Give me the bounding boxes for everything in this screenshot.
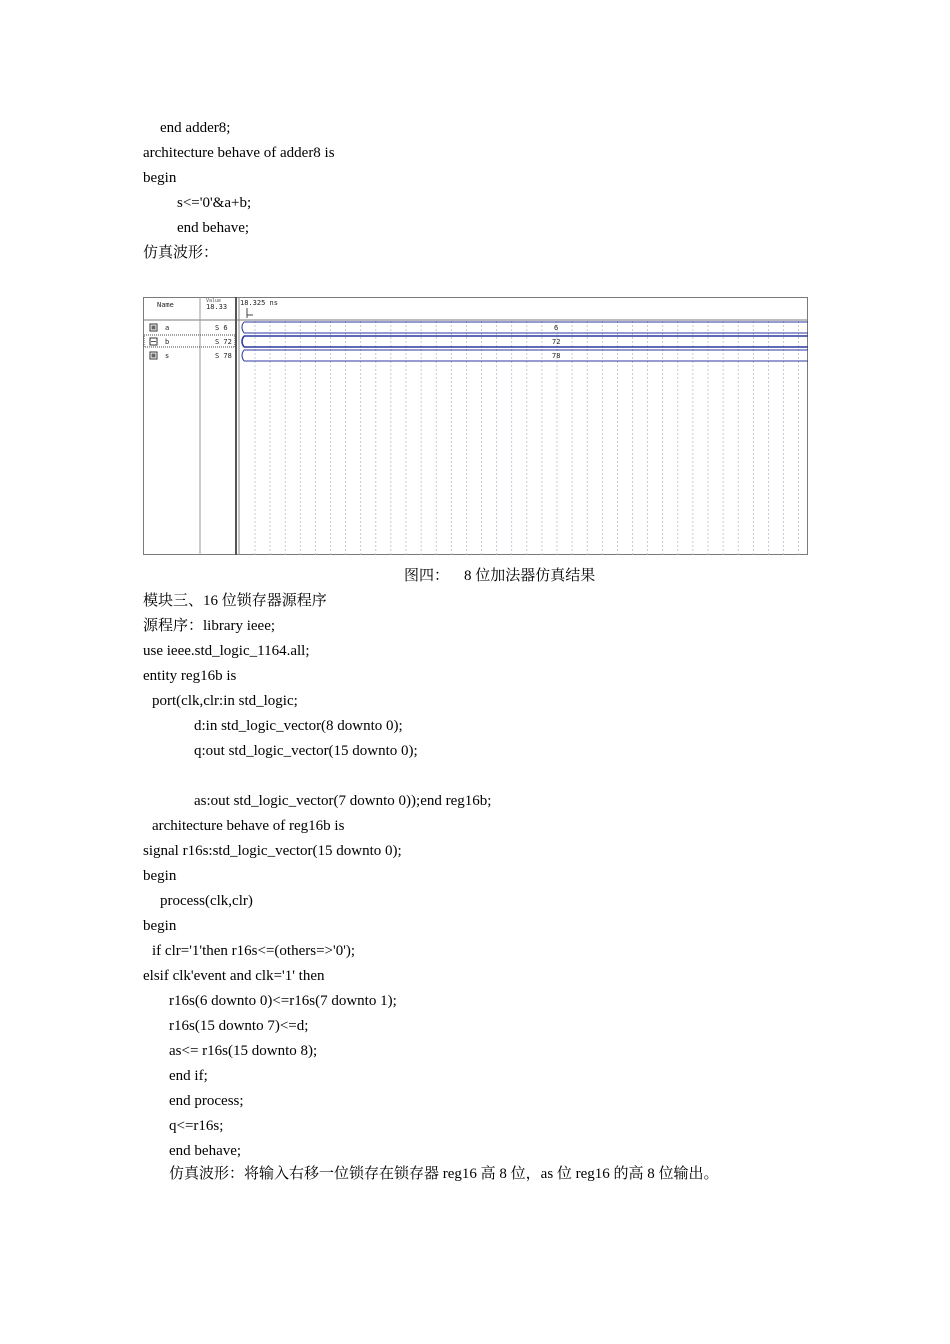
bus-value-label: 78	[552, 352, 561, 360]
time-marker-label: 18.325 ns	[240, 299, 278, 307]
figure-caption: 图四： 8 位加法器仿真结果	[404, 568, 596, 584]
name-column-header: Name	[157, 301, 174, 309]
code-line: begin	[143, 170, 177, 186]
code-line: entity reg16b is	[143, 668, 237, 684]
code-line: begin	[143, 918, 177, 934]
code-line: port(clk,clr:in std_logic;	[152, 693, 298, 709]
value-column-title: Value	[206, 298, 222, 304]
signal-value: S 72	[215, 338, 232, 346]
section-label: 仿真波形：	[143, 245, 219, 261]
code-line: as<= r16s(15 downto 8);	[169, 1043, 318, 1059]
code-line: 源程序：library ieee;	[143, 618, 276, 634]
signal-name: s	[165, 352, 170, 360]
bus-value-label: 72	[552, 338, 561, 346]
code-line: r16s(15 downto 7)<=d;	[169, 1018, 309, 1034]
code-line: end if;	[169, 1068, 208, 1084]
bus-signal-icon-fill	[152, 354, 156, 358]
code-line: begin	[143, 868, 177, 884]
signal-value: S 6	[215, 324, 228, 332]
code-line: d:in std_logic_vector(8 downto 0);	[194, 718, 403, 734]
code-line: r16s(6 downto 0)<=r16s(7 downto 1);	[169, 993, 397, 1009]
code-line: architecture behave of adder8 is	[143, 145, 335, 161]
code-line: end behave;	[169, 1143, 242, 1159]
bus-value-label: 6	[554, 324, 559, 332]
code-line: end adder8;	[160, 120, 231, 136]
description-text: 仿真波形：将输入右移一位锁存在锁存器 reg16 高 8 位，as 位 reg16 的高 8 位输出。	[169, 1166, 719, 1182]
code-line: s<='0'&a+b;	[177, 195, 252, 211]
code-line: use ieee.std_logic_1164.all;	[143, 643, 310, 659]
code-line: q:out std_logic_vector(15 downto 0);	[194, 743, 418, 759]
waveform-figure	[143, 297, 808, 555]
signal-value: S 78	[215, 352, 232, 360]
code-line: if clr='1'then r16s<=(others=>'0');	[152, 943, 356, 959]
code-line: end process;	[169, 1093, 244, 1109]
section-heading: 模块三、16 位锁存器源程序	[143, 593, 327, 609]
value-column-time: 18.33	[206, 303, 228, 311]
code-line: q<=r16s;	[169, 1118, 224, 1134]
code-line: signal r16s:std_logic_vector(15 downto 0);	[143, 843, 402, 859]
code-line: architecture behave of reg16b is	[152, 818, 345, 834]
code-line: end behave;	[177, 220, 250, 236]
signal-name: b	[165, 338, 170, 346]
signal-name: a	[165, 324, 170, 332]
bus-signal-icon-fill	[152, 326, 156, 330]
code-line: process(clk,clr)	[160, 893, 253, 909]
code-line: elsif clk'event and clk='1' then	[143, 968, 325, 984]
code-line: as:out std_logic_vector(7 downto 0));end reg16b;	[194, 793, 492, 809]
